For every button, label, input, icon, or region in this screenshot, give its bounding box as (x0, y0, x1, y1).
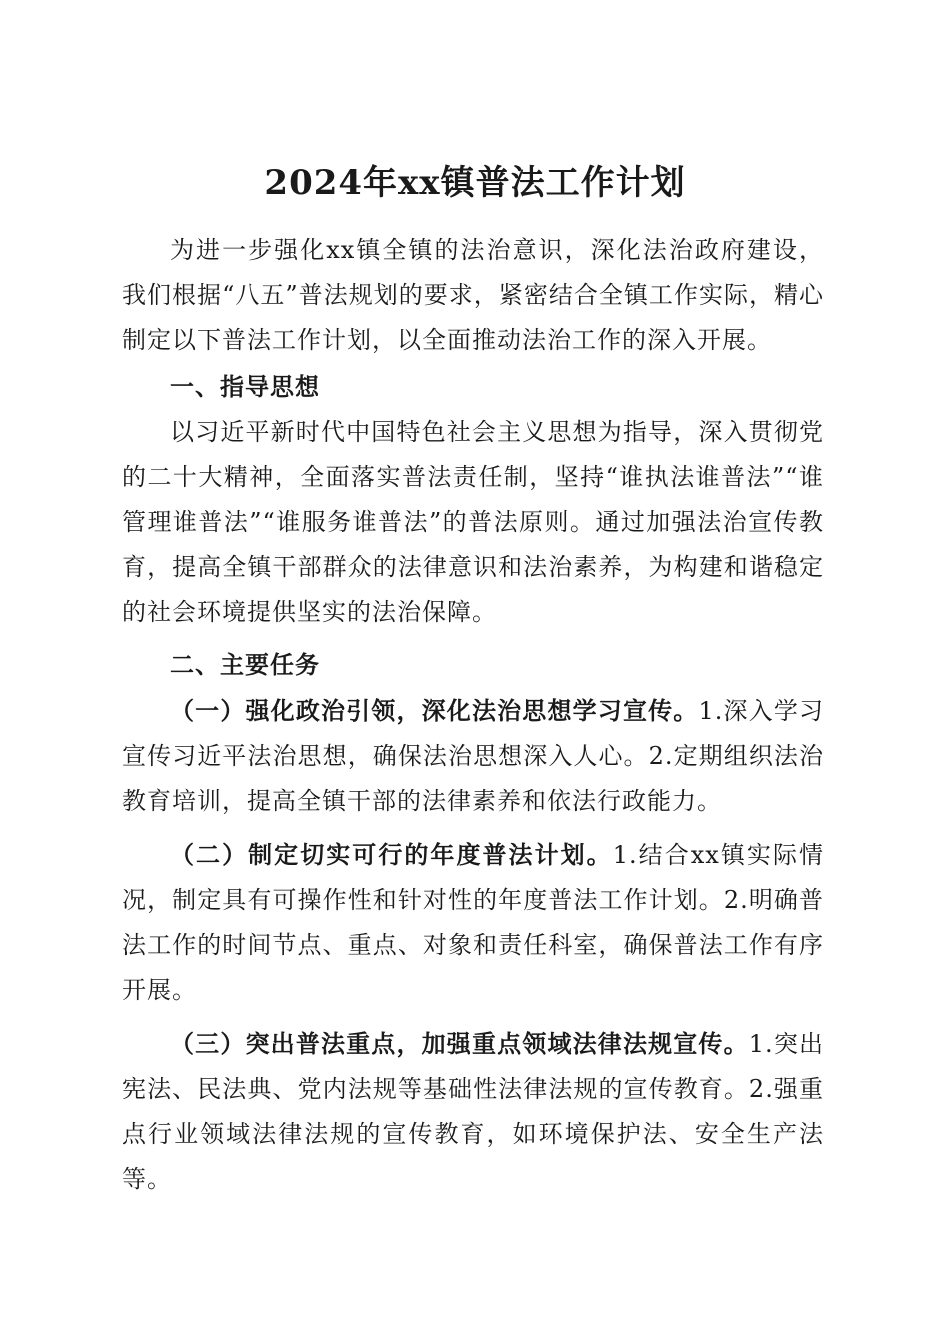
task-item-1 (122, 688, 824, 824)
task-item-3 (122, 1021, 824, 1202)
task-item-1-text: 1.深入学习宣传习近平法治思想，确保法治思想深入人心。2.定期组织法治教育培训，提高全镇干部的法律素养和依法行政能力。 (122, 697, 824, 815)
section-heading-main-tasks: 二、主要任务 (170, 651, 320, 679)
document-title: 2024年xx镇普法工作计划 (264, 162, 686, 203)
task-item-1-label: （一）强化政治引领，深化法治思想学习宣传。 (170, 696, 699, 725)
section-heading-guiding-thought: 一、指导思想 (170, 373, 320, 401)
task-item-3-text: 1.突出宪法、民法典、党内法规等基础性法律法规的宣传教育。2.强重点行业领域法律法规的宣传教育，如环境保护法、安全生产法等。 (122, 1030, 824, 1193)
task-item-3-label: （三）突出普法重点，加强重点领域法律法规宣传。 (170, 1029, 749, 1058)
task-item-2-label: （二）制定切实可行的年度普法计划。 (170, 840, 613, 869)
task-item-2 (122, 832, 824, 1013)
task-item-2-text: 1.结合xx镇实际情况，制定具有可操作性和针对性的年度普法工作计划。2.明确普法工作的时间节点、重点、对象和责任科室，确保普法工作有序开展。 (122, 841, 825, 1004)
intro-paragraph: 为进一步强化xx镇全镇的法治意识，深化法治政府建设，我们根据“八五”普法规划的要求，紧密结合全镇工作实际，精心制定以下普法工作计划，以全面推动法治工作的深入开展。 (122, 236, 824, 354)
guiding-thought-paragraph: 以习近平新时代中国特色社会主义思想为指导，深入贯彻党的二十大精神，全面落实普法责任制，坚持“谁执法谁普法”“谁管理谁普法”“谁服务谁普法”的普法原则。通过加强法治宣传教育，提高全镇干部群众的法律意识和法治素养，为构建和谐稳定的社会环境提供坚实的法治保障。 (122, 418, 824, 626)
document-body (122, 228, 824, 1202)
